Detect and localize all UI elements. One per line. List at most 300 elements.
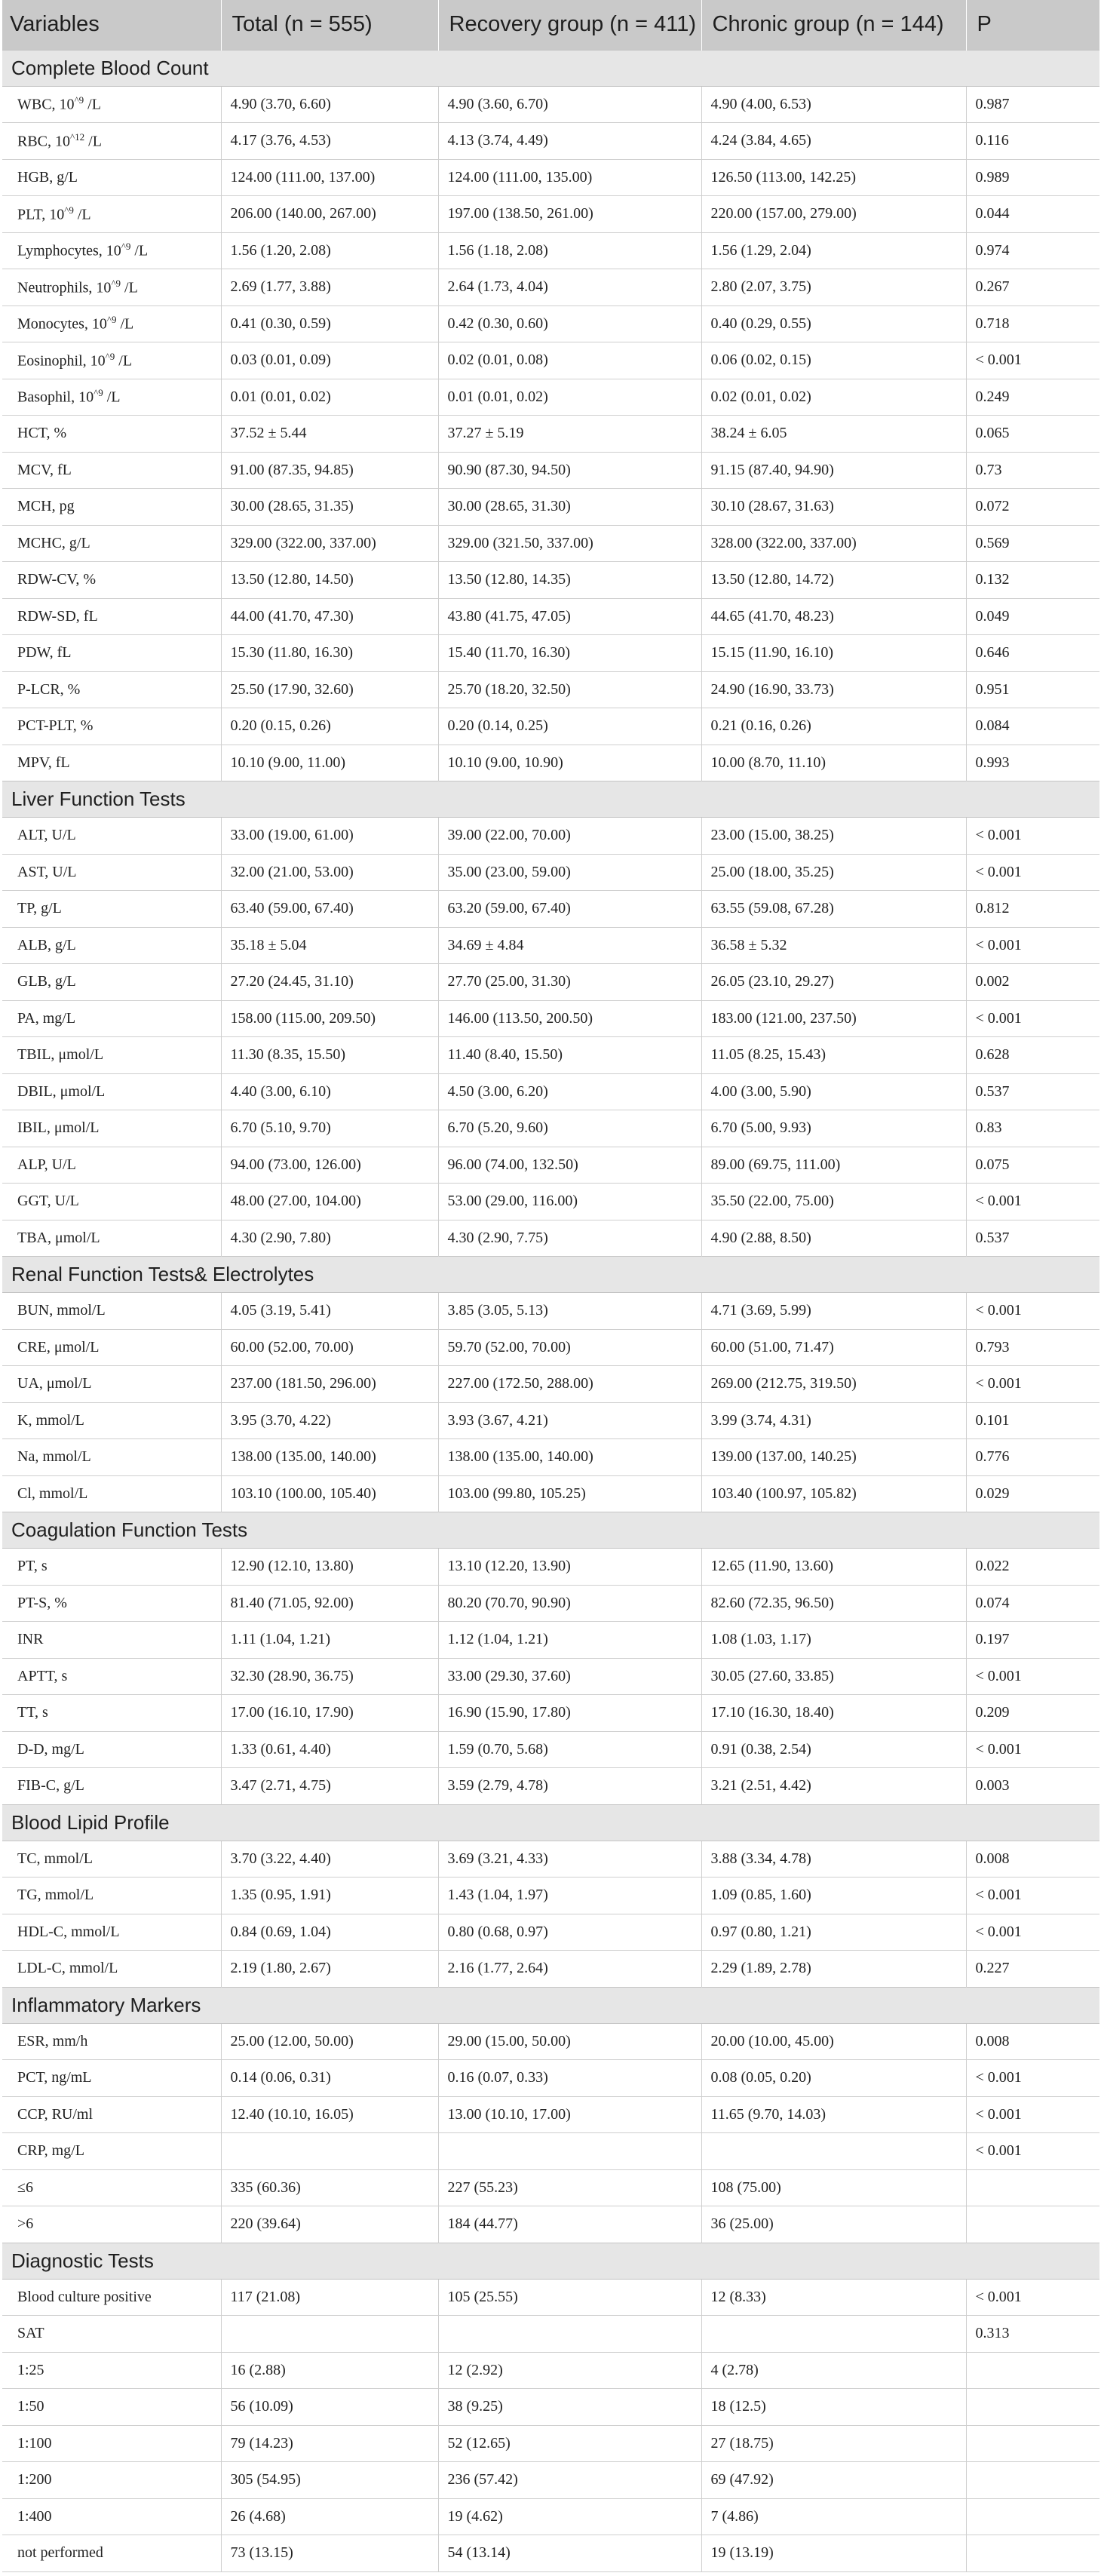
chronic-cell: 63.55 (59.08, 67.28)	[701, 891, 966, 928]
total-cell: 158.00 (115.00, 209.50)	[221, 1000, 438, 1037]
total-cell: 220 (39.64)	[221, 2206, 438, 2243]
table-row	[2, 745, 1099, 781]
table-row	[2, 1841, 1099, 1878]
recovery-cell: 90.90 (87.30, 94.50)	[438, 452, 701, 489]
variable-cell: AST, U/L	[2, 854, 221, 891]
p-value-cell: 0.974	[966, 232, 1099, 269]
variable-cell: TC, mmol/L	[2, 1841, 221, 1878]
p-value-cell: < 0.001	[966, 818, 1099, 855]
section-title: Inflammatory Markers	[2, 1987, 1099, 2023]
chronic-cell: 4.90 (2.88, 8.50)	[701, 1220, 966, 1257]
total-cell	[221, 2133, 438, 2170]
header-variables: Variables	[10, 12, 100, 37]
chronic-cell: 0.06 (0.02, 0.15)	[701, 342, 966, 379]
recovery-cell: 2.64 (1.73, 4.04)	[438, 269, 701, 306]
recovery-cell: 4.30 (2.90, 7.75)	[438, 1220, 701, 1257]
variable-cell: MCV, fL	[2, 452, 221, 489]
p-value-cell: 0.084	[966, 708, 1099, 745]
variable-cell: D-D, mg/L	[2, 1731, 221, 1768]
p-value-cell: 0.718	[966, 305, 1099, 342]
header-p-value: P	[966, 0, 1099, 50]
chronic-cell: 108 (75.00)	[701, 2169, 966, 2206]
table-row	[2, 1549, 1099, 1586]
table-row	[2, 1731, 1099, 1768]
recovery-cell: 30.00 (28.65, 31.30)	[438, 489, 701, 526]
recovery-cell: 1.12 (1.04, 1.21)	[438, 1622, 701, 1659]
total-cell: 94.00 (73.00, 126.00)	[221, 1147, 438, 1184]
chronic-cell: 35.50 (22.00, 75.00)	[701, 1184, 966, 1220]
chronic-cell: 44.65 (41.70, 48.23)	[701, 598, 966, 635]
table-row	[2, 269, 1099, 306]
p-value-cell: 0.209	[966, 1695, 1099, 1732]
total-cell: 33.00 (19.00, 61.00)	[221, 818, 438, 855]
chronic-cell: 269.00 (212.75, 319.50)	[701, 1366, 966, 1403]
chronic-cell: 36 (25.00)	[701, 2206, 966, 2243]
chronic-cell: 0.91 (0.38, 2.54)	[701, 1731, 966, 1768]
chronic-cell: 4.00 (3.00, 5.90)	[701, 1073, 966, 1110]
p-value-cell	[966, 2535, 1099, 2572]
recovery-cell: 0.20 (0.14, 0.25)	[438, 708, 701, 745]
total-cell: 4.05 (3.19, 5.41)	[221, 1293, 438, 1330]
p-value-cell: < 0.001	[966, 1658, 1099, 1695]
chronic-cell: 15.15 (11.90, 16.10)	[701, 635, 966, 672]
section-header-row	[2, 781, 1099, 818]
recovery-cell: 96.00 (74.00, 132.50)	[438, 1147, 701, 1184]
recovery-cell: 59.70 (52.00, 70.00)	[438, 1329, 701, 1366]
recovery-cell	[438, 2133, 701, 2170]
recovery-cell: 16.90 (15.90, 17.80)	[438, 1695, 701, 1732]
table-row	[2, 1073, 1099, 1110]
total-cell: 305 (54.95)	[221, 2462, 438, 2499]
p-value-cell: 0.003	[966, 1768, 1099, 1805]
chronic-cell: 13.50 (12.80, 14.72)	[701, 562, 966, 599]
chronic-cell: 3.99 (3.74, 4.31)	[701, 1402, 966, 1439]
recovery-cell: 4.50 (3.00, 6.20)	[438, 1073, 701, 1110]
p-value-cell: < 0.001	[966, 1184, 1099, 1220]
chronic-cell: 91.15 (87.40, 94.90)	[701, 452, 966, 489]
recovery-cell: 124.00 (111.00, 135.00)	[438, 159, 701, 196]
p-value-cell	[966, 2169, 1099, 2206]
table-row	[2, 562, 1099, 599]
total-cell: 12.40 (10.10, 16.05)	[221, 2096, 438, 2133]
total-cell: 0.14 (0.06, 0.31)	[221, 2060, 438, 2097]
variable-cell: GLB, g/L	[2, 964, 221, 1001]
table-row	[2, 196, 1099, 233]
variable-cell: LDL-C, mmol/L	[2, 1951, 221, 1988]
table-row	[2, 1658, 1099, 1695]
recovery-cell: 1.43 (1.04, 1.97)	[438, 1878, 701, 1914]
p-value-cell: < 0.001	[966, 1000, 1099, 1037]
recovery-cell: 13.00 (10.10, 17.00)	[438, 2096, 701, 2133]
variable-cell: 1:400	[2, 2498, 221, 2535]
recovery-cell: 1.59 (0.70, 5.68)	[438, 1731, 701, 1768]
p-value-cell: < 0.001	[966, 2096, 1099, 2133]
total-cell: 30.00 (28.65, 31.35)	[221, 489, 438, 526]
variable-cell: WBC, $10^{\^{}9}$ /L	[2, 86, 221, 123]
variable-cell: GGT, U/L	[2, 1184, 221, 1220]
chronic-cell: 3.21 (2.51, 4.42)	[701, 1768, 966, 1805]
section-title: Renal Function Tests& Electrolytes	[2, 1257, 1099, 1293]
variable-cell: PT-S, %	[2, 1585, 221, 1622]
p-value-cell: 0.537	[966, 1220, 1099, 1257]
section-header-row	[2, 1804, 1099, 1841]
p-value-cell: 0.132	[966, 562, 1099, 599]
p-value-cell	[966, 2425, 1099, 2462]
table-row	[2, 1695, 1099, 1732]
chronic-cell: 126.50 (113.00, 142.25)	[701, 159, 966, 196]
table-row	[2, 1366, 1099, 1403]
total-cell: 12.90 (12.10, 13.80)	[221, 1549, 438, 1586]
variable-cell: 1:50	[2, 2389, 221, 2426]
chronic-cell: 38.24 ± 6.05	[701, 416, 966, 453]
section-title: Coagulation Function Tests	[2, 1512, 1099, 1549]
recovery-cell: 34.69 ± 4.84	[438, 927, 701, 964]
chronic-cell: 3.88 (3.34, 4.78)	[701, 1841, 966, 1878]
total-cell: 37.52 ± 5.44	[221, 416, 438, 453]
total-cell: 4.40 (3.00, 6.10)	[221, 1073, 438, 1110]
table-row	[2, 964, 1099, 1001]
recovery-cell: 19 (4.62)	[438, 2498, 701, 2535]
p-value-cell: 0.072	[966, 489, 1099, 526]
section-title: Blood Lipid Profile	[2, 1804, 1099, 1841]
variable-cell: ESR, mm/h	[2, 2023, 221, 2060]
variable-cell: P-LCR, %	[2, 671, 221, 708]
table-row	[2, 2169, 1099, 2206]
chronic-cell: 1.08 (1.03, 1.17)	[701, 1622, 966, 1659]
total-cell: 206.00 (140.00, 267.00)	[221, 196, 438, 233]
total-cell: 0.03 (0.01, 0.09)	[221, 342, 438, 379]
lab-results-table	[2, 0, 1099, 2572]
total-cell: 15.30 (11.80, 16.30)	[221, 635, 438, 672]
recovery-cell: 52 (12.65)	[438, 2425, 701, 2462]
recovery-cell: 63.20 (59.00, 67.40)	[438, 891, 701, 928]
table-row	[2, 635, 1099, 672]
total-cell: 27.20 (24.45, 31.10)	[221, 964, 438, 1001]
recovery-cell: 184 (44.77)	[438, 2206, 701, 2243]
section-title: Complete Blood Count	[2, 50, 1099, 86]
p-value-cell: 0.116	[966, 123, 1099, 160]
recovery-cell: 15.40 (11.70, 16.30)	[438, 635, 701, 672]
variable-cell: APTT, s	[2, 1658, 221, 1695]
recovery-cell: 1.56 (1.18, 2.08)	[438, 232, 701, 269]
table-row	[2, 2060, 1099, 2097]
table-row	[2, 1914, 1099, 1951]
variable-cell: RDW-SD, fL	[2, 598, 221, 635]
recovery-cell: 103.00 (99.80, 105.25)	[438, 1475, 701, 1512]
variable-cell: TT, s	[2, 1695, 221, 1732]
recovery-cell: 38 (9.25)	[438, 2389, 701, 2426]
table-row	[2, 1184, 1099, 1220]
recovery-cell: 39.00 (22.00, 70.00)	[438, 818, 701, 855]
total-cell: 117 (21.08)	[221, 2279, 438, 2316]
chronic-cell: 4.24 (3.84, 4.65)	[701, 123, 966, 160]
recovery-cell: 33.00 (29.30, 37.60)	[438, 1658, 701, 1695]
recovery-cell: 3.59 (2.79, 4.78)	[438, 1768, 701, 1805]
table-row	[2, 452, 1099, 489]
table-row	[2, 1147, 1099, 1184]
chronic-cell: 20.00 (10.00, 45.00)	[701, 2023, 966, 2060]
total-cell: 3.47 (2.71, 4.75)	[221, 1768, 438, 1805]
section-header-row	[2, 1987, 1099, 2023]
p-value-cell: < 0.001	[966, 1731, 1099, 1768]
total-cell: 103.10 (100.00, 105.40)	[221, 1475, 438, 1512]
table-row	[2, 1585, 1099, 1622]
variable-cell: 1:25	[2, 2352, 221, 2389]
recovery-cell: 329.00 (321.50, 337.00)	[438, 525, 701, 562]
p-value-cell: < 0.001	[966, 927, 1099, 964]
variable-cell: TBA, μmol/L	[2, 1220, 221, 1257]
variable-cell: MCH, pg	[2, 489, 221, 526]
table-row	[2, 2535, 1099, 2572]
p-value-cell: 0.83	[966, 1110, 1099, 1147]
table-header	[2, 0, 1099, 50]
variable-cell: TP, g/L	[2, 891, 221, 928]
recovery-cell: 227 (55.23)	[438, 2169, 701, 2206]
variable-cell: FIB-C, g/L	[2, 1768, 221, 1805]
table-row	[2, 891, 1099, 928]
variable-cell: IBIL, μmol/L	[2, 1110, 221, 1147]
chronic-cell: 60.00 (51.00, 71.47)	[701, 1329, 966, 1366]
chronic-cell: 17.10 (16.30, 18.40)	[701, 1695, 966, 1732]
p-value-cell: 0.065	[966, 416, 1099, 453]
variable-cell: HGB, g/L	[2, 159, 221, 196]
total-cell: 48.00 (27.00, 104.00)	[221, 1184, 438, 1220]
recovery-cell: 13.10 (12.20, 13.90)	[438, 1549, 701, 1586]
recovery-cell: 146.00 (113.50, 200.50)	[438, 1000, 701, 1037]
chronic-cell: 328.00 (322.00, 337.00)	[701, 525, 966, 562]
recovery-cell: 13.50 (12.80, 14.35)	[438, 562, 701, 599]
table-row	[2, 1110, 1099, 1147]
recovery-cell: 2.16 (1.77, 2.64)	[438, 1951, 701, 1988]
p-value-cell: 0.044	[966, 196, 1099, 233]
recovery-cell: 80.20 (70.70, 90.90)	[438, 1585, 701, 1622]
chronic-cell: 27 (18.75)	[701, 2425, 966, 2462]
chronic-cell	[701, 2133, 966, 2170]
total-cell: 0.84 (0.69, 1.04)	[221, 1914, 438, 1951]
total-cell: 91.00 (87.35, 94.85)	[221, 452, 438, 489]
recovery-cell: 4.90 (3.60, 6.70)	[438, 86, 701, 123]
header-recovery-group: Recovery group (n = 411)	[438, 0, 701, 50]
p-value-cell: 0.008	[966, 2023, 1099, 2060]
variable-cell: HDL-C, mmol/L	[2, 1914, 221, 1951]
p-value-cell: 0.075	[966, 1147, 1099, 1184]
recovery-cell	[438, 2316, 701, 2353]
p-value-cell: < 0.001	[966, 1293, 1099, 1330]
total-cell: 2.69 (1.77, 3.88)	[221, 269, 438, 306]
table-row	[2, 232, 1099, 269]
variable-cell: 1:100	[2, 2425, 221, 2462]
chronic-cell: 1.56 (1.29, 2.04)	[701, 232, 966, 269]
total-cell: 25.00 (12.00, 50.00)	[221, 2023, 438, 2060]
variable-cell: MPV, fL	[2, 745, 221, 781]
variable-cell: Lymphocytes, $10^{\^{}9}$ /L	[2, 232, 221, 269]
total-cell: 4.30 (2.90, 7.80)	[221, 1220, 438, 1257]
variable-cell: Blood culture positive	[2, 2279, 221, 2316]
total-cell: 16 (2.88)	[221, 2352, 438, 2389]
recovery-cell: 43.80 (41.75, 47.05)	[438, 598, 701, 635]
p-value-cell: 0.989	[966, 159, 1099, 196]
chronic-cell	[701, 2316, 966, 2353]
total-cell: 56 (10.09)	[221, 2389, 438, 2426]
variable-cell: PT, s	[2, 1549, 221, 1586]
total-cell: 63.40 (59.00, 67.40)	[221, 891, 438, 928]
chronic-cell: 69 (47.92)	[701, 2462, 966, 2499]
variable-cell: Eosinophil, $10^{\^{}9}$ /L	[2, 342, 221, 379]
header-row	[2, 0, 1099, 50]
p-value-cell: 0.993	[966, 745, 1099, 781]
variable-cell: CRP, mg/L	[2, 2133, 221, 2170]
table-row	[2, 2279, 1099, 2316]
p-value-cell: 0.008	[966, 1841, 1099, 1878]
recovery-cell: 197.00 (138.50, 261.00)	[438, 196, 701, 233]
table-row	[2, 1220, 1099, 1257]
p-value-cell: 0.73	[966, 452, 1099, 489]
chronic-cell: 183.00 (121.00, 237.50)	[701, 1000, 966, 1037]
total-cell: 3.70 (3.22, 4.40)	[221, 1841, 438, 1878]
total-cell: 0.41 (0.30, 0.59)	[221, 305, 438, 342]
p-value-cell: 0.074	[966, 1585, 1099, 1622]
chronic-cell: 18 (12.5)	[701, 2389, 966, 2426]
variable-cell: TBIL, μmol/L	[2, 1037, 221, 1074]
table-row	[2, 1439, 1099, 1476]
chronic-cell: 25.00 (18.00, 35.25)	[701, 854, 966, 891]
variable-cell: PDW, fL	[2, 635, 221, 672]
recovery-cell: 54 (13.14)	[438, 2535, 701, 2572]
recovery-cell: 138.00 (135.00, 140.00)	[438, 1439, 701, 1476]
recovery-cell: 0.01 (0.01, 0.02)	[438, 379, 701, 416]
recovery-cell: 10.10 (9.00, 10.90)	[438, 745, 701, 781]
p-value-cell	[966, 2498, 1099, 2535]
table-row	[2, 2352, 1099, 2389]
p-value-cell: 0.812	[966, 891, 1099, 928]
variable-cell: >6	[2, 2206, 221, 2243]
total-cell	[221, 2316, 438, 2353]
total-cell: 73 (13.15)	[221, 2535, 438, 2572]
variable-cell: ALB, g/L	[2, 927, 221, 964]
recovery-cell: 6.70 (5.20, 9.60)	[438, 1110, 701, 1147]
variable-cell: ALP, U/L	[2, 1147, 221, 1184]
chronic-cell: 139.00 (137.00, 140.25)	[701, 1439, 966, 1476]
chronic-cell: 103.40 (100.97, 105.82)	[701, 1475, 966, 1512]
section-header-row	[2, 2243, 1099, 2279]
variable-cell: PCT, ng/mL	[2, 2060, 221, 2097]
variable-cell: DBIL, μmol/L	[2, 1073, 221, 1110]
table-row	[2, 1329, 1099, 1366]
p-value-cell	[966, 2462, 1099, 2499]
variable-cell: Basophil, $10^{\^{}9}$ /L	[2, 379, 221, 416]
table-row	[2, 1037, 1099, 1074]
chronic-cell: 11.65 (9.70, 14.03)	[701, 2096, 966, 2133]
total-cell: 1.56 (1.20, 2.08)	[221, 232, 438, 269]
variable-cell: Neutrophils, $10^{\^{}9}$ /L	[2, 269, 221, 306]
chronic-cell: 2.80 (2.07, 3.75)	[701, 269, 966, 306]
chronic-cell: 7 (4.86)	[701, 2498, 966, 2535]
recovery-cell: 0.80 (0.68, 0.97)	[438, 1914, 701, 1951]
table-row	[2, 2425, 1099, 2462]
variable-cell: CRE, μmol/L	[2, 1329, 221, 1366]
p-value-cell: 0.951	[966, 671, 1099, 708]
recovery-cell: 35.00 (23.00, 59.00)	[438, 854, 701, 891]
total-cell: 17.00 (16.10, 17.90)	[221, 1695, 438, 1732]
table-row	[2, 1000, 1099, 1037]
section-title: Liver Function Tests	[2, 781, 1099, 818]
total-cell: 0.01 (0.01, 0.02)	[221, 379, 438, 416]
p-value-cell: < 0.001	[966, 2279, 1099, 2316]
recovery-cell: 27.70 (25.00, 31.30)	[438, 964, 701, 1001]
chronic-cell: 220.00 (157.00, 279.00)	[701, 196, 966, 233]
total-cell: 124.00 (111.00, 137.00)	[221, 159, 438, 196]
table-row	[2, 2096, 1099, 2133]
recovery-cell: 12 (2.92)	[438, 2352, 701, 2389]
total-cell: 11.30 (8.35, 15.50)	[221, 1037, 438, 1074]
table-body	[2, 50, 1099, 2571]
table-row	[2, 1878, 1099, 1914]
header-chronic-group: Chronic group (n = 144)	[701, 0, 966, 50]
p-value-cell: 0.249	[966, 379, 1099, 416]
chronic-cell: 0.97 (0.80, 1.21)	[701, 1914, 966, 1951]
p-value-cell: 0.029	[966, 1475, 1099, 1512]
p-value-cell: 0.313	[966, 2316, 1099, 2353]
p-value-cell: 0.227	[966, 1951, 1099, 1988]
p-value-cell: < 0.001	[966, 1366, 1099, 1403]
variable-cell: Na, mmol/L	[2, 1439, 221, 1476]
total-cell: 32.30 (28.90, 36.75)	[221, 1658, 438, 1695]
p-value-cell	[966, 2389, 1099, 2426]
recovery-cell: 3.85 (3.05, 5.13)	[438, 1293, 701, 1330]
p-value-cell: 0.646	[966, 635, 1099, 672]
total-cell: 3.95 (3.70, 4.22)	[221, 1402, 438, 1439]
table-row	[2, 598, 1099, 635]
table-row	[2, 416, 1099, 453]
variable-cell: MCHC, g/L	[2, 525, 221, 562]
p-value-cell: < 0.001	[966, 2133, 1099, 2170]
chronic-cell: 12 (8.33)	[701, 2279, 966, 2316]
table-row	[2, 86, 1099, 123]
recovery-cell: 105 (25.55)	[438, 2279, 701, 2316]
header-total: Total (n = 555)	[221, 0, 438, 50]
table-row	[2, 525, 1099, 562]
table-row	[2, 854, 1099, 891]
recovery-cell: 11.40 (8.40, 15.50)	[438, 1037, 701, 1074]
total-cell: 0.20 (0.15, 0.26)	[221, 708, 438, 745]
p-value-cell: 0.022	[966, 1549, 1099, 1586]
chronic-cell: 2.29 (1.89, 2.78)	[701, 1951, 966, 1988]
table-row	[2, 2498, 1099, 2535]
total-cell: 138.00 (135.00, 140.00)	[221, 1439, 438, 1476]
total-cell: 26 (4.68)	[221, 2498, 438, 2535]
variable-cell: UA, μmol/L	[2, 1366, 221, 1403]
p-value-cell: 0.776	[966, 1439, 1099, 1476]
variable-cell: BUN, mmol/L	[2, 1293, 221, 1330]
table-row	[2, 671, 1099, 708]
recovery-cell: 227.00 (172.50, 288.00)	[438, 1366, 701, 1403]
chronic-cell: 0.02 (0.01, 0.02)	[701, 379, 966, 416]
total-cell: 32.00 (21.00, 53.00)	[221, 854, 438, 891]
section-header-row	[2, 1512, 1099, 1549]
total-cell: 6.70 (5.10, 9.70)	[221, 1110, 438, 1147]
chronic-cell: 23.00 (15.00, 38.25)	[701, 818, 966, 855]
total-cell: 4.90 (3.70, 6.60)	[221, 86, 438, 123]
chronic-cell: 89.00 (69.75, 111.00)	[701, 1147, 966, 1184]
p-value-cell: 0.628	[966, 1037, 1099, 1074]
variable-cell: RDW-CV, %	[2, 562, 221, 599]
total-cell: 2.19 (1.80, 2.67)	[221, 1951, 438, 1988]
recovery-cell: 25.70 (18.20, 32.50)	[438, 671, 701, 708]
total-cell: 4.17 (3.76, 4.53)	[221, 123, 438, 160]
total-cell: 1.11 (1.04, 1.21)	[221, 1622, 438, 1659]
variable-cell: PCT-PLT, %	[2, 708, 221, 745]
table-row	[2, 2316, 1099, 2353]
